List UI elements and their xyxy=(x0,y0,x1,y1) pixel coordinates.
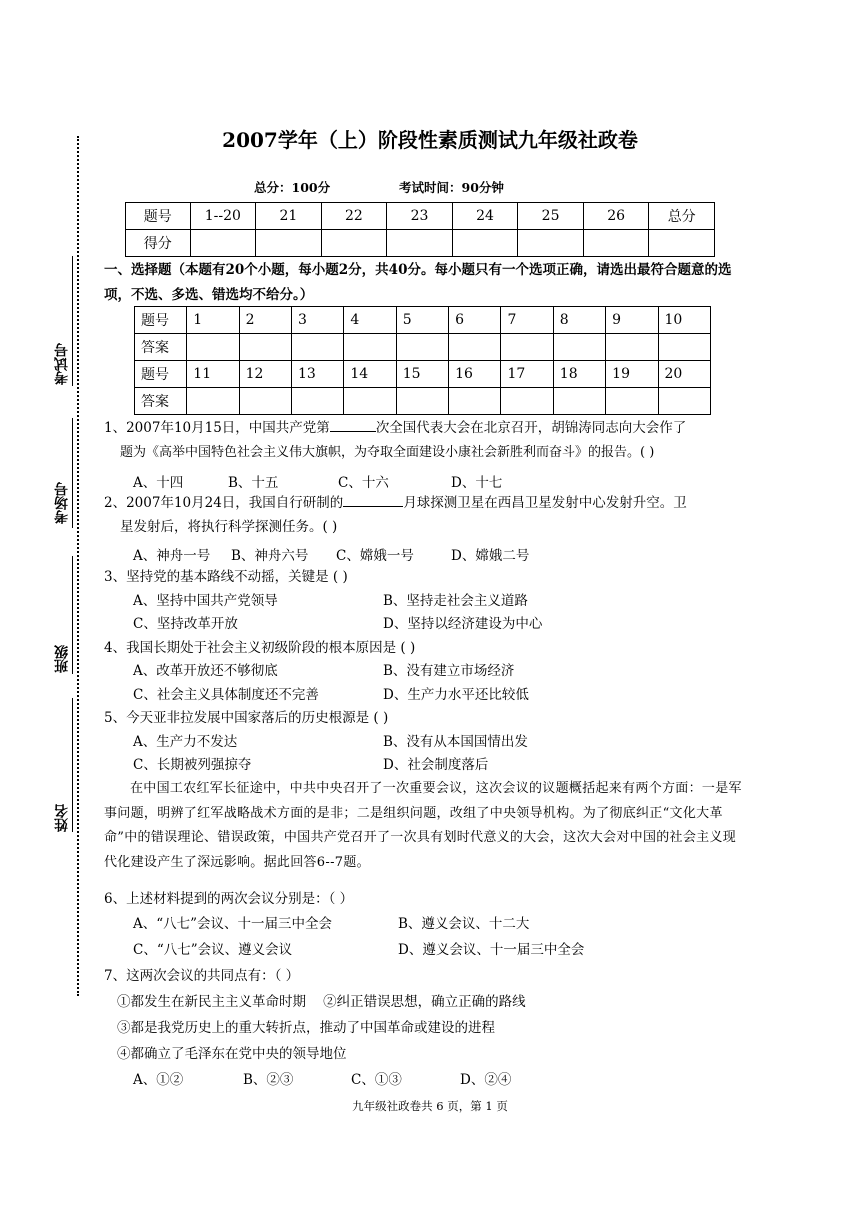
question-number: 9 xyxy=(606,307,658,334)
score-header-cell: 22 xyxy=(321,203,387,230)
q5-option-d[interactable]: D、社会制度落后 xyxy=(383,757,489,773)
q2-stem-line2: 星发射后，将执行科学探测任务。( ) xyxy=(120,519,338,535)
answer-cell[interactable] xyxy=(187,334,239,361)
q7-item-1-2: ①都发生在新民主主义革命时期 ②纠正错误思想，确立正确的路线 xyxy=(117,994,526,1010)
answer-cell[interactable] xyxy=(292,334,344,361)
question-number: 10 xyxy=(658,307,710,334)
question-number: 4 xyxy=(344,307,396,334)
question-number: 11 xyxy=(187,361,239,388)
q4-option-c[interactable]: C、社会主义具体制度还不完善 xyxy=(133,687,319,703)
answer-table xyxy=(134,306,711,415)
q7-item-4: ④都确立了毛泽东在党中央的领导地位 xyxy=(117,1046,347,1062)
score-header-cell: 24 xyxy=(452,203,518,230)
answer-cell[interactable] xyxy=(239,334,291,361)
q3-option-b[interactable]: B、坚持走社会主义道路 xyxy=(383,593,528,609)
score-header-cell: 25 xyxy=(518,203,584,230)
binding-dotted-line xyxy=(77,136,79,996)
answer-cell[interactable] xyxy=(344,334,396,361)
answer-cell[interactable] xyxy=(606,334,658,361)
score-cell[interactable] xyxy=(452,230,518,257)
q2-text-a: 2、2007年10月24日，我国自行研制的 xyxy=(104,495,344,511)
q1-option-b[interactable]: B、十五 xyxy=(228,475,279,491)
answer-row-label: 题号 xyxy=(135,307,187,334)
q5-stem: 5、今天亚非拉发展中国家落后的历史根源是 ( ) xyxy=(104,710,389,726)
answer-cell[interactable] xyxy=(658,334,710,361)
q5-option-b[interactable]: B、没有从本国国情出发 xyxy=(383,734,528,750)
score-header-cell: 21 xyxy=(256,203,322,230)
question-number: 20 xyxy=(658,361,710,388)
answer-cell[interactable] xyxy=(187,388,239,415)
question-number: 17 xyxy=(501,361,553,388)
question-number: 5 xyxy=(396,307,448,334)
class-label: 班级 xyxy=(54,645,70,673)
q7-item-3: ③都是我党历史上的重大转折点，推动了中国革命或建设的进程 xyxy=(117,1020,495,1036)
question-number: 16 xyxy=(449,361,501,388)
reading-material xyxy=(104,777,744,875)
q2-fill-blank[interactable] xyxy=(343,494,403,507)
answer-cell[interactable] xyxy=(292,388,344,415)
exam-no-line xyxy=(72,256,73,386)
q2-option-a[interactable]: A、神舟一号 xyxy=(133,548,211,564)
q6-option-b[interactable]: B、遵义会议、十二大 xyxy=(398,916,530,932)
q6-option-a[interactable]: A、“八七”会议、十一届三中全会 xyxy=(133,916,333,932)
q1-text-a: 1、2007年10月15日，中国共产党第 xyxy=(104,420,330,436)
q2-option-c[interactable]: C、嫦娥一号 xyxy=(336,548,414,564)
q1-stem-line1 xyxy=(104,416,686,436)
q4-option-b[interactable]: B、没有建立市场经济 xyxy=(383,663,515,679)
answer-cell[interactable] xyxy=(658,388,710,415)
score-header-cell: 题号 xyxy=(126,203,191,230)
exam-room-label: 考场号 xyxy=(54,482,70,524)
exam-no-label: 考试号 xyxy=(54,343,70,385)
question-number: 12 xyxy=(239,361,291,388)
answer-cell[interactable] xyxy=(344,388,396,415)
q7-option-a[interactable]: A、①② xyxy=(133,1072,184,1088)
q5-option-a[interactable]: A、生产力不发达 xyxy=(133,734,238,750)
score-header-cell: 1--20 xyxy=(190,203,256,230)
answer-row-label: 题号 xyxy=(135,361,187,388)
score-header-cell: 总分 xyxy=(649,203,715,230)
score-row-label: 得分 xyxy=(126,230,191,257)
q1-fill-blank[interactable] xyxy=(330,419,376,432)
exam-room-line xyxy=(72,418,73,528)
answer-cell[interactable] xyxy=(396,334,448,361)
answer-row-label: 答案 xyxy=(135,388,187,415)
q2-option-b[interactable]: B、神舟六号 xyxy=(231,548,309,564)
reading-material-text: 在中国工农红军长征途中，中共中央召开了一次重要会议，这次会议的议题概括起来有两个方面：一是军事问题，明辨了红军战略战术方面的是非；二是组织问题，改组了中央领导机构。为了彻底纠正“文化大革命”中的错误理论、错误政策，中国共产党召开了一次具有划时代意义的大会，这次大会对中国的社会主义现代化建设产生了深远影响。据此回答6--7题。 xyxy=(104,781,742,870)
q6-option-c[interactable]: C、“八七”会议、遵义会议 xyxy=(133,942,293,958)
class-line xyxy=(72,556,73,674)
score-cell[interactable] xyxy=(256,230,322,257)
q1-option-c[interactable]: C、十六 xyxy=(338,475,389,491)
score-table xyxy=(125,202,715,257)
q1-stem-line2: 题为《高举中国特色社会主义伟大旗帜，为夺取全面建设小康社会新胜利而奋斗》的报告。( ) xyxy=(120,445,655,460)
answer-cell[interactable] xyxy=(606,388,658,415)
answer-row-label: 答案 xyxy=(135,334,187,361)
name-label: 姓名 xyxy=(54,804,70,832)
q7-option-d[interactable]: D、②④ xyxy=(460,1072,512,1088)
score-cell[interactable] xyxy=(518,230,584,257)
q2-text-b: 月球探测卫星在西昌卫星发射中心发射升空。卫 xyxy=(403,495,687,511)
q3-stem: 3、坚持党的基本路线不动摇，关键是 ( ) xyxy=(104,569,348,585)
score-cell[interactable] xyxy=(190,230,256,257)
q3-option-a[interactable]: A、坚持中国共产党领导 xyxy=(133,593,278,609)
q4-option-a[interactable]: A、改革开放还不够彻底 xyxy=(133,663,278,679)
score-header-cell: 23 xyxy=(387,203,453,230)
q1-option-a[interactable]: A、十四 xyxy=(133,475,184,491)
q5-option-c[interactable]: C、长期被列强掠夺 xyxy=(133,757,252,773)
answer-cell[interactable] xyxy=(553,388,605,415)
score-cell[interactable] xyxy=(649,230,715,257)
score-cell[interactable] xyxy=(583,230,649,257)
name-line xyxy=(72,698,73,832)
question-number: 18 xyxy=(553,361,605,388)
answer-cell[interactable] xyxy=(501,334,553,361)
question-number: 13 xyxy=(292,361,344,388)
question-number: 2 xyxy=(239,307,291,334)
answer-cell[interactable] xyxy=(396,388,448,415)
page-footer: 九年级社政卷共 6 页，第 1 页 xyxy=(352,1099,508,1113)
answer-cell[interactable] xyxy=(449,334,501,361)
q3-option-d[interactable]: D、坚持以经济建设为中心 xyxy=(383,616,543,632)
q3-option-c[interactable]: C、坚持改革开放 xyxy=(133,616,238,632)
q4-option-d[interactable]: D、生产力水平还比较低 xyxy=(383,687,529,703)
answer-cell[interactable] xyxy=(239,388,291,415)
question-number: 15 xyxy=(396,361,448,388)
q7-option-b[interactable]: B、②③ xyxy=(243,1072,294,1088)
q4-stem: 4、我国长期处于社会主义初级阶段的根本原因是 ( ) xyxy=(104,640,416,656)
question-number: 7 xyxy=(501,307,553,334)
score-header-cell: 26 xyxy=(583,203,649,230)
q2-stem-line1 xyxy=(104,491,687,511)
q6-stem: 6、上述材料提到的两次会议分别是：（ ） xyxy=(104,891,354,907)
q7-stem: 7、这两次会议的共同点有：（ ） xyxy=(104,968,300,984)
question-number: 19 xyxy=(606,361,658,388)
exam-time: 考试时间：90分钟 xyxy=(399,180,504,195)
section-heading: 一、选择题（本题有20个小题，每小题2分，共40分。每小题只有一个选项正确，请选出最符合题意的选项，不选、多选、错选均不给分。） xyxy=(104,262,732,303)
total-score: 总分：100分 xyxy=(254,180,331,195)
question-number: 1 xyxy=(187,307,239,334)
score-cell[interactable] xyxy=(387,230,453,257)
answer-cell[interactable] xyxy=(501,388,553,415)
answer-cell[interactable] xyxy=(449,388,501,415)
score-cell[interactable] xyxy=(321,230,387,257)
question-number: 14 xyxy=(344,361,396,388)
page-title: 2007学年（上）阶段性素质测试九年级社政卷 xyxy=(222,128,638,152)
q2-option-d[interactable]: D、嫦娥二号 xyxy=(451,548,530,564)
question-number: 8 xyxy=(553,307,605,334)
question-number: 3 xyxy=(292,307,344,334)
question-number: 6 xyxy=(449,307,501,334)
q7-option-c[interactable]: C、①③ xyxy=(351,1072,402,1088)
q6-option-d[interactable]: D、遵义会议、十一届三中全会 xyxy=(398,942,585,958)
q1-option-d[interactable]: D、十七 xyxy=(451,475,503,491)
q1-text-b: 次全国代表大会在北京召开，胡锦涛同志向大会作了 xyxy=(375,420,687,436)
answer-cell[interactable] xyxy=(553,334,605,361)
